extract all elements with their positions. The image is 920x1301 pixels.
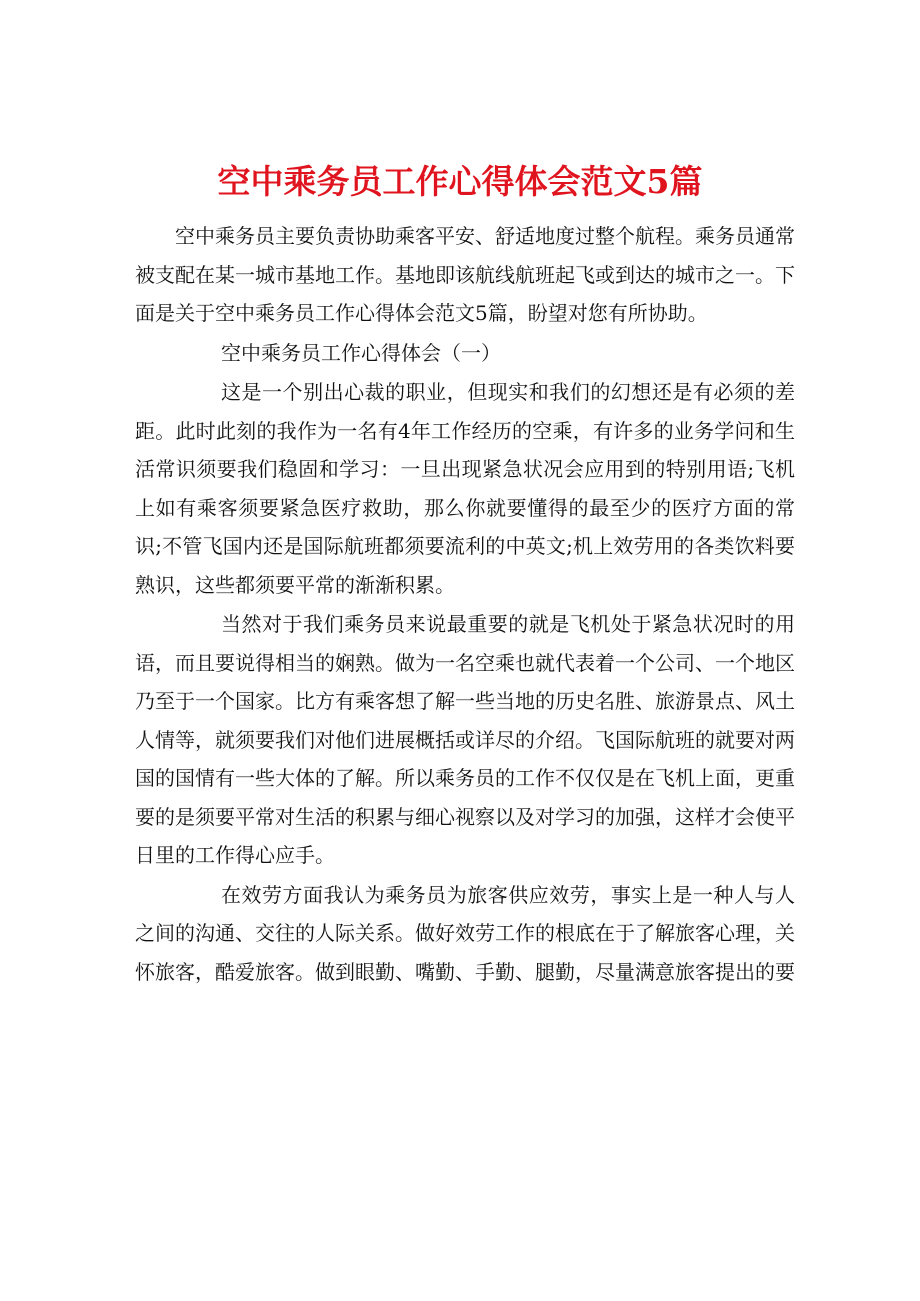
body-paragraph: 当然对于我们乘务员来说最重要的就是飞机处于紧急状况时的用语，而且要说得相当的娴熟。做为一名空乘也就代表着一个公司、一个地区乃至于一个国家。比方有乘客想了解一些当地的历史名胜、旅游景点、风土人情等，就须要我们对他们进展概括或详尽的介绍。飞国际航班的就要对两国的国情有一些大体的了解。所以乘务员的工作不仅仅是在飞机上面，更重要的是须要平常对生活的积累与细心视察以及对学习的加强，这样才会使平日里的工作得心应手。 [135, 612, 795, 867]
document-body [135, 217, 795, 992]
document-title: 空中乘务员工作心得体会范文5篇 [217, 162, 703, 202]
body-paragraph: 在效劳方面我认为乘务员为旅客供应效劳，事实上是一种人与人之间的沟通、交往的人际关系。做好效劳工作的根底在于了解旅客心理，关怀旅客，酷爱旅客。做到眼勤、嘴勤、手勤、腿勤，尽量满意旅客提出的要 [135, 882, 795, 984]
section-heading: 空中乘务员工作心得体会（一） [221, 340, 501, 365]
body-paragraph: 这是一个别出心裁的职业，但现实和我们的幻想还是有必须的差距。此时此刻的我作为一名有4年工作经历的空乘，有许多的业务学问和生活常识须要我们稳固和学习：一旦出现紧急状况会应用到的特别用语;飞机上如有乘客须要紧急医疗救助，那么你就要懂得的最至少的医疗方面的常识;不管飞国内还是国际航班都须要流利的中英文;机上效劳用的各类饮料要熟识，这些都须要平常的渐渐积累。 [135, 380, 795, 597]
intro-paragraph: 空中乘务员主要负责协助乘客平安、舒适地度过整个航程。乘务员通常被支配在某一城市基地工作。基地即该航线航班起飞或到达的城市之一。下面是关于空中乘务员工作心得体会范文5篇，盼望对您有所协助。 [135, 224, 795, 325]
